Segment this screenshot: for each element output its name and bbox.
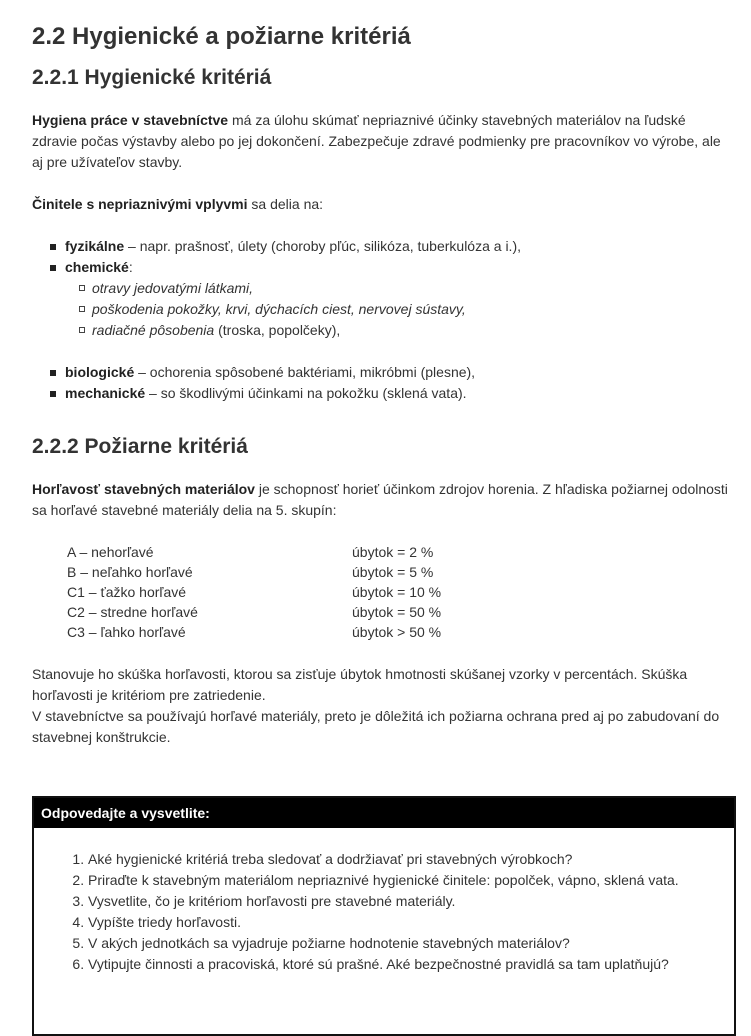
- sub-item-text: poškodenia pokožky, krvi, dýchacích ciest, nervovej sústavy,: [92, 301, 466, 317]
- question-item: 5. V akých jednotkách sa vyjadruje požiarne hodnotenie stavebných materiálov?: [88, 933, 704, 954]
- chemical-sublist: [65, 278, 731, 341]
- list-item: [50, 383, 731, 404]
- table-row: [67, 582, 441, 602]
- factor-name: chemické: [65, 259, 129, 275]
- table-row: [67, 562, 441, 582]
- hygiene-heading: 2.2.1 Hygienické kritériá: [32, 66, 272, 89]
- factor-desc: – napr. prašnosť, úlety (choroby pľúc, silikóza, tuberkulóza a i.),: [124, 238, 522, 254]
- list-item: [50, 257, 731, 341]
- factor-name: mechanické: [65, 385, 146, 401]
- questions-box-title: Odpovedajte a vysvetlite:: [34, 798, 734, 828]
- factor-name: fyzikálne: [65, 238, 125, 254]
- flammability-text: je schopnosť horieť účinkom zdrojov horenia. Z hľadiska požiarnej odolnosti sa horľavé stavebné materiály delia na 5. skupín:: [32, 481, 728, 518]
- factors-list-2: [32, 362, 731, 404]
- hygiene-text: má za úlohu skúmať nepriaznivé účinky stavebných materiálov na ľudské zdravie počas výstavby alebo po jej dokončení. Zabezpečuje zdravé podmienky pre pracovníkov vo výrobe, ale aj pre užívateľov stavby.: [32, 112, 721, 170]
- question-item: 6. Vytipujte činnosti a pracoviská, ktoré sú prašné. Aké bezpečnostné pravidlá sa tam uplatňujú?: [88, 954, 704, 975]
- list-item: [50, 236, 731, 257]
- grade-loss: úbytok = 2 %: [352, 544, 434, 560]
- table-row: [67, 542, 441, 562]
- table-row: [67, 602, 441, 622]
- flammability-grades: [67, 542, 441, 642]
- grade-name: A – nehorľavé: [67, 544, 154, 560]
- sublist-item: [79, 299, 731, 320]
- protection-paragraph: V stavebníctve sa používajú horľavé materiály, preto je dôležitá ich požiarna ochrana pred aj po zabudovaní do stavebnej konštrukcie.: [32, 708, 720, 745]
- factors-intro-text: sa delia na:: [247, 196, 324, 212]
- question-item: 4. Vypíšte triedy horľavosti.: [88, 912, 704, 933]
- factors-intro: [32, 194, 731, 215]
- sub-item-text: otravy jedovatými látkami,: [92, 280, 254, 296]
- factors-term: Činitele s nepriaznivými vplyvmi: [32, 196, 248, 212]
- hygiene-paragraph: [32, 110, 731, 173]
- section-heading: 2.2 Hygienické a požiarne kritériá: [32, 23, 411, 50]
- table-row: [67, 622, 441, 642]
- flammability-term: Horľavosť stavebných materiálov: [32, 481, 255, 497]
- grade-loss: úbytok = 50 %: [352, 604, 442, 620]
- factor-desc: – ochorenia spôsobené baktériami, mikróbmi (plesne),: [134, 364, 476, 380]
- hygiene-term: Hygiena práce v stavebníctve: [32, 112, 229, 128]
- grade-name: C2 – stredne horľavé: [67, 604, 198, 620]
- fire-heading: 2.2.2 Požiarne kritériá: [32, 435, 248, 458]
- questions-box: [32, 796, 736, 1036]
- sub-item-note: (troska, popolčeky),: [214, 322, 341, 338]
- factor-name: biologické: [65, 364, 135, 380]
- grade-name: B – neľahko horľavé: [67, 564, 193, 580]
- factor-desc: – so škodlivými účinkami na pokožku (sklená vata).: [145, 385, 467, 401]
- question-item: 3. Vysvetlite, čo je kritériom horľavosti pre stavebné materiály.: [88, 891, 704, 912]
- grade-loss: úbytok > 50 %: [352, 624, 442, 640]
- questions-list: [34, 828, 734, 975]
- sub-item-text: radiačné pôsobenia: [92, 322, 215, 338]
- grade-loss: úbytok = 5 %: [352, 564, 434, 580]
- question-item: 1. Aké hygienické kritériá treba sledovať a dodržiavať pri stavebných výrobkoch?: [88, 849, 704, 870]
- grade-name: C3 – ľahko horľavé: [67, 624, 186, 640]
- factor-desc: :: [128, 259, 133, 275]
- sublist-item: [79, 320, 731, 341]
- question-item: 2. Priraďte k stavebným materiálom nepriaznivé hygienické činitele: popolček, vápno, sklená vata.: [88, 870, 704, 891]
- grade-name: C1 – ťažko horľavé: [67, 584, 187, 600]
- grade-loss: úbytok = 10 %: [352, 584, 442, 600]
- test-paragraph: Stanovuje ho skúška horľavosti, ktorou sa zisťuje úbytok hmotnosti skúšanej vzorky v percentách. Skúška horľavosti je kritériom pre zatriedenie.: [32, 666, 688, 703]
- factors-list: [32, 236, 731, 341]
- list-item: [50, 362, 731, 383]
- sublist-item: [79, 278, 731, 299]
- flammability-paragraph: [32, 479, 731, 521]
